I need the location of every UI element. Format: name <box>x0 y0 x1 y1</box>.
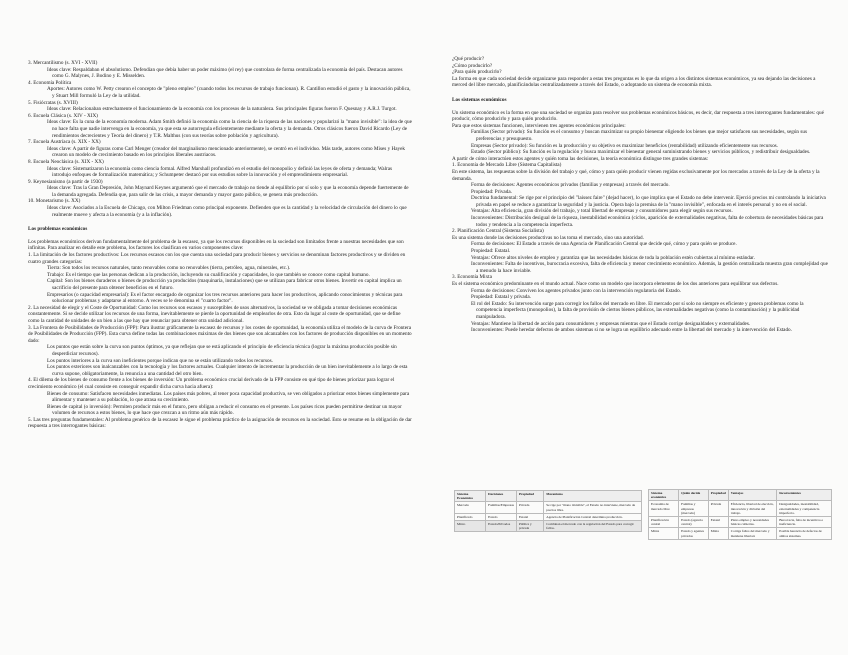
list-item: Ventajas: Alta eficiencia, gran división del trabajo, y total libertad de empresas y consumidores para elegir según sus recursos. <box>471 208 733 215</box>
table-cell: Pública y privada <box>516 521 543 532</box>
list-item: Forma de decisiones: El Estado a través de una Agencia de Planificación Central que decide qué, cómo y para quién se produce. <box>471 241 737 248</box>
list-item: Inconvenientes: Puede heredar defectos de ambos sistemas si no se logra un equilibrio adecuado entre la libertad del mercado y la intervención del Estado. <box>471 327 792 334</box>
table-row <box>649 528 832 539</box>
paragraph: La forma en que cada sociedad decide organizarse para responder a estas tres preguntas es lo que da origen a los distintos sistemas económicos, ya sea dejando las decisiones a merced del libre mercado, planificándolas centralizadamente a través del Estado, o adoptando un sistema de economía mixta. <box>452 75 816 89</box>
table-header-cell: Propiedad <box>516 491 543 502</box>
list-item: Bienes de consumo: Satisfacen necesidades inmediatas. Los países más pobres, al tener poca capacidad productiva, se ven obligados a priorizar estos bienes simplemente para alimentar y mantener a su población, lo que atrasa su crecimiento. <box>47 390 410 404</box>
list-item: Empresas (Sector privado): Su función es la producción y su objetivo es maximizar beneficios (rentabilidad) utilizando eficientemente sus recursos. <box>471 142 778 149</box>
table-cell: Mixta <box>708 528 728 539</box>
schools-list <box>28 60 412 218</box>
school-item: Aportes: Autores como W. Petty crearon el concepto de "pleno empleo" (cuando todos los recursos de trabajo funcionan). R. Cantillon estudió el gasto y la innovación pública, y Stuart Mill formuló la Ley de la utilidad. <box>47 86 411 99</box>
list-item: Forma de decisiones: Conviven los agentes privados junto con la intervención regulatoria del Estado. <box>471 287 682 294</box>
right-column <box>452 56 828 334</box>
table-cell: Economía de mercado libre <box>649 501 679 517</box>
paragraph: 5. Las tres preguntas fundamentales: Al problema genérico de la escasez le sigue el problema práctico de la asignación de recursos en la sociedad. Esto se resume en la obligación de dar respuesta a tres interrogantes básicas: <box>28 416 412 430</box>
paragraph: Es una sistema donde las decisiones productivas no las toma el mercado, sino una autoridad. <box>452 234 644 241</box>
list-item: Bienes de capital (o inversión): Permiten producir más en el futuro, pero obligan a reducir el consumo en el presente. Los países ricos pueden permitirse destinar un mayor volumen de recursos a estos bienes, lo que hace que crezcan a un ritmo aún más rápido. <box>47 403 402 417</box>
list-item: Los puntos exteriores son inalcanzables con la tecnología y los factores actuales. Cualquier intento de incrementar la producción de un bien inevitablemente a lo largo de esta curva supone, obligatoriamente, la renuncia a una cantidad del otro bien. <box>47 364 408 377</box>
school-item: Ideas clave: Relacionaban estrechamente el funcionamiento de la economía con los procesos de la naturaleza. Sus principales figuras fueron F. Quesnay y A.R.J. Turgot. <box>47 106 397 113</box>
table-cell: Estado y agentes privados <box>679 528 709 539</box>
list-item: Trabajo: Es el tiempo que las personas dedican a la producción, incluyendo su cualificación y capacidades, lo que también se conoce como capital humano. <box>47 271 370 278</box>
section-heading: Los problemas económicos <box>28 226 88 233</box>
list-item: Familias (Sector privado): Su función es el consumo y buscan maximizar su propio bienestar eligiendo los bienes que mejor satisfacen sus necesidades, según sus preferencias y presupuesto. <box>471 129 807 142</box>
systems-table-large <box>648 489 832 540</box>
school-title: 10. Monetarismo (s. XX) <box>28 198 81 205</box>
paragraph: Para que estos sistemas funcionen, intervienen tres agentes económicos principales: <box>452 122 626 129</box>
school-title: 8. Escuela Neoclásica (s. XIX - XX) <box>28 158 104 165</box>
list-item: Propiedad: Estatal y privada. <box>471 294 531 301</box>
table-header-cell: Inconvenientes <box>777 490 832 501</box>
table-cell: Se rige por "mano invisible", el Estado no interviene, mercado de precios libre. <box>544 502 642 513</box>
list-item: Inconvenientes: Falta de incentivos, burocracia excesiva, falta de eficiencia y menor crecimiento económico. Además, la gestión centralizada muestra gran complejidad que a menudo la hace inviable. <box>471 261 828 274</box>
list-item: El rol del Estado: Su intervención surge para corregir los fallos del mercado en libre. El mercado por sí solo no siempre es eficiente y genera problemas como la competencia imperfecta (monopolios), la falta de provisión de ciertos bienes públicos, las externalidades negativas (como la contaminación) y la publicidad manipuladora. <box>471 300 804 320</box>
table-row <box>649 517 832 528</box>
table-header-cell: Sistema Económico <box>455 491 486 502</box>
school-title: 6. Escuela Clásica (s. XIV - XIX) <box>28 112 98 119</box>
table-cell: Corrige fallos del mercado y mantiene libertad. <box>728 528 776 539</box>
table-row <box>455 513 642 520</box>
list-item: Capital: Son los bienes duraderos o bienes de producción ya producidos (maquinaria, instalaciones) que se utilizan para fabricar otros bienes. Invertir en capital implica un sacrificio del presente para obtener beneficios en el futuro. <box>47 278 402 291</box>
list-item: Los puntos interiores a la curva son ineficientes porque indican que no se están utilizando todos los recursos. <box>47 357 273 364</box>
table-cell: Estado (agencia central) <box>679 517 709 528</box>
paragraph: 4. El dilema de los bienes de consumo frente a los bienes de inversión: Un problema económico crucial derivado de la FPP consiste en qué tipo de bienes priorizar para lograr el crecimiento económico (el cual consiste en conseguir expandir dicha curva hacia afuera): <box>28 377 395 390</box>
table-cell: Pleno empleo y necesidades básicas cubiertas. <box>728 517 776 528</box>
list-item: Propiedad: Privada. <box>471 188 512 195</box>
school-title: 9. Keynesianismo (a partir de 1930) <box>28 178 103 185</box>
school-item: Ideas clave: Asociados a la Escuela de Chicago, con Milton Friedman como principal exponente. Defienden que es la cantidad y la velocidad de circulación del dinero lo que realmente mueve y afecta a la economía (y a la inflación). <box>47 205 407 218</box>
paragraph: Los problemas económicos derivan fundamentalmente del problema de la escasez, ya que los recursos disponibles en la sociedad son limitados frente a nuestras necesidades que son infinitas. Para analizar en detalle este problema, los factores los clasifican en varios componentes clave: <box>28 238 404 252</box>
subheading: 1. Economía de Mercado Libre (Sistema Capitalista) <box>452 162 562 169</box>
list-item: Doctrina fundamental: Se rige por el principio del "laissez faire" (dejad hacer), lo que implica que el Estado no debe intervenir. Ejerció precios mi controlando la iniciativa privada en papel se reduce a garantizar la seguridad y la justicia. Opera bajo la premisa de la "mano invisible", enfocada en el interés personal y no en el social. <box>471 195 826 208</box>
table-header-cell: Quién decide <box>679 490 709 501</box>
table-cell: Mercado <box>455 502 486 513</box>
section-heading: Los sistemas económicos <box>452 96 507 103</box>
table-cell: Estado/Privados <box>486 521 517 532</box>
list-item: Ventajas: Mantiene la libertad de acción para consumidores y empresas mientras que el Estado corrige desigualdades y externalidades. <box>471 320 751 327</box>
school-item: Ideas clave: Tras la Gran Depresión, John Maynard Keynes argumentó que el mercado de trabajo no tiende al equilibrio por sí solo y que la economía depende fuertemente de la demanda agregada. Defendía que, para salir de las crisis, a mayor demanda y mayor gasto público, se genera más producción. <box>47 185 409 198</box>
table-cell: Familias/Empresas <box>486 502 517 513</box>
table-cell: Planificación central <box>649 517 679 528</box>
question: ¿Para quién producirlo? <box>452 69 502 76</box>
table-cell: Mixta <box>649 528 679 539</box>
paragraph: 2. La necesidad de elegir y el Coste de Oportunidad: Como los recursos son escasos y susceptibles de usos alternativos, la sociedad se ve obligada a tomar decisiones económicas constantemente. Si se decide utilizar los recursos de una forma, inevitablemente se pierde la oportunidad de emplearlos de otra. Esto da lugar al coste de oportunidad, que se define como la cantidad de unidades de un bien a las que hay que renunciar para obtener otra unidad adicional. <box>28 304 401 324</box>
table-cell: Eficiencia, libertad de elección, innovación y división del trabajo. <box>728 501 776 517</box>
school-item: Ideas clave: A partir de figuras como Carl Menger (creador del marginalismo mencionado anteriormente), se centró en el individuo. Más tarde, autores como Mises y Hayek crearon un modelo de crecimiento basado en los principios liberales austriacos. <box>47 145 406 159</box>
table-header-cell: Mecanismo <box>544 491 642 502</box>
list-item: Estado (Sector público): Su función es la regulación y busca maximizar el bienestar general suministrando bienes y servicios públicos, y redistribuir desigualdades. <box>471 149 811 156</box>
question: ¿Qué producir? <box>452 56 485 62</box>
list-item: Inconvenientes: Distribución desigual de la riqueza, inestabilidad económica (ciclos, aparición de externalidades negativas, falta de cobertura de necesidades básicas para todos y tendencia a la competencia imperfecta. <box>471 215 824 228</box>
list-item: Empresarios (o capacidad empresarial): Es el factor encargado de organizar los tres recursos anteriores para hacer los productivos, aplicando conocimientos y técnicas para solucionar problemas y adaptarse al entorno. A veces se le denomina el "cuarto factor". <box>47 291 403 305</box>
paragraph: Un sistema económico es la forma en que una sociedad se organiza para resolver sus problemas económicos básicos, es decir, dar respuesta a tres interrogantes fundamentales: qué producir, cómo producirlo y para quién producirlo. <box>452 109 824 123</box>
table-row <box>455 502 642 513</box>
table-cell: Agencia de Planificación Central determina producción. <box>544 513 642 520</box>
table-cell: Planificado <box>455 513 486 520</box>
list-item: Propiedad: Estatal. <box>471 248 511 255</box>
school-title: 7. Escuela Austríaca (s. XIX - XX) <box>28 139 101 146</box>
table-cell: Combinan el mercado con la regulación del Estado para corregir fallos. <box>544 521 642 532</box>
paragraph: 1. La limitación de los factores productivos: Los recursos escasos con los que cuenta una sociedad para producir bienes y servicios se denominan factores productivos y se dividen en cuatro grandes categorías: <box>28 252 406 265</box>
school-title: 4. Economía Política <box>28 79 72 86</box>
systems-table-small <box>454 490 642 532</box>
table-cell: Privada <box>708 501 728 517</box>
paragraph: Es el sistema económico predominante en el mundo actual. Nace como un modelo que incorpora elementos de los dos anteriores para equilibrar sus defectos. <box>452 281 779 287</box>
table-header-row <box>455 491 642 502</box>
list-item: Tierra: Son todos los recursos naturales, tanto renovables como no renovables (tierra, petróleo, agua, minerales, etc.). <box>47 265 291 272</box>
table-cell: Posible herencia de defectos de ambos sistemas. <box>777 528 832 539</box>
table-cell: Privada <box>516 502 543 513</box>
list-item: Los puntos que están sobre la curva son puntos óptimos, ya que reflejan que se está aplicando el principio de eficiencia técnica (lograr la máxima producción posible sin desperdiciar recursos). <box>47 344 397 357</box>
question: ¿Cómo producirlo? <box>452 62 493 69</box>
school-title: 5. Fisiócratas (s. XVIII) <box>28 99 78 106</box>
table-cell: Familias y empresas (mercado) <box>679 501 709 517</box>
school-item: Ideas clave: Respaldaban el absolutismo. Defendían que debía haber un poder máximo (el rey) que controlara de forma centralizada la economía del país. Destacan autores como G. Malynes, J. Bodino y E. Misselden. <box>47 66 403 80</box>
subheading: 3. Economía Mixta <box>452 274 492 281</box>
list-item: Forma de decisiones: Agentes económicos privados (familias y empresas) a través del mercado. <box>471 182 670 189</box>
table-header-row <box>649 490 832 501</box>
left-column <box>28 60 412 430</box>
table-header-cell: Propiedad <box>708 490 728 501</box>
table-header-cell: Ventajas <box>728 490 776 501</box>
table-header-cell: Decisiones <box>486 491 517 502</box>
subheading: 2. Planificación Central (Sistema Socialista) <box>452 228 544 235</box>
table-row <box>649 501 832 517</box>
school-item: Ideas clave: Es la cuna de la economía moderna. Adam Smith definió la economía como la ciencia de la riqueza de las naciones y popularizó la "mano invisible": la idea de que no hace falta que nadie intervenga en la economía, ya que esta se autorregula eficientemente mediante la oferta y la demanda. Otros clásicos fueron David Ricardo (Ley de rendimientos decrecientes y Teoría del dinero) y T.R. Malthus (con sus teorías sobre población y agricultura). <box>47 119 412 139</box>
table-cell: Estado <box>486 513 517 520</box>
school-item: Ideas clave: Sistematizaron la economía como ciencia formal. Alfred Marshall profundizó en el estudio del monopolio y definió las leyes de oferta y demanda; Walras introdujo enfoques de formalización matemática; y Schumpeter destacó por sus estudios sobre la innovación y el emprendimiento empresarial. <box>47 165 393 179</box>
table-cell: Estatal <box>708 517 728 528</box>
paragraph: En este sistema, las respuestas sobre la división del trabajo y qué, cómo y para quién producir vienen regidas exclusivamente por los mercados a través de la Ley de la oferta y la demanda. <box>452 168 820 182</box>
school-title: 3. Mercantilismo (s. XVI - XVII) <box>28 60 98 66</box>
list-item: Ventajas: Ofrece altos niveles de empleo y garantiza que las necesidades básicas de toda la población estén cubiertas al mínimo estándar. <box>471 254 755 261</box>
table-cell: Estatal <box>516 513 543 520</box>
table-header-cell: Sistema económico <box>649 490 679 501</box>
table-cell: Desigualdades, inestabilidad, externalidades y competencia imperfecta. <box>777 501 832 517</box>
table-row <box>455 521 642 532</box>
table-cell: Mixto <box>455 521 486 532</box>
table-cell: Burocracia, falta de incentivos e ineficiencia. <box>777 517 832 528</box>
paragraph: 3. La Frontera de Posibilidades de Producción (FPP): Para ilustrar gráficamente la escasez de recursos y los costes de oportunidad, la economía utiliza el modelo de la curva de Frontera de Posibilidades de Producción (FPP). Esta curva define todas las combinaciones máximas de dos bienes que son alcanzables con los factores de producción disponibles en un momento dado: <box>28 324 412 344</box>
paragraph: A partir de cómo interactúen estos agentes y quién toma las decisiones, la teoría económica distingue tres grandes sistemas: <box>452 155 709 162</box>
